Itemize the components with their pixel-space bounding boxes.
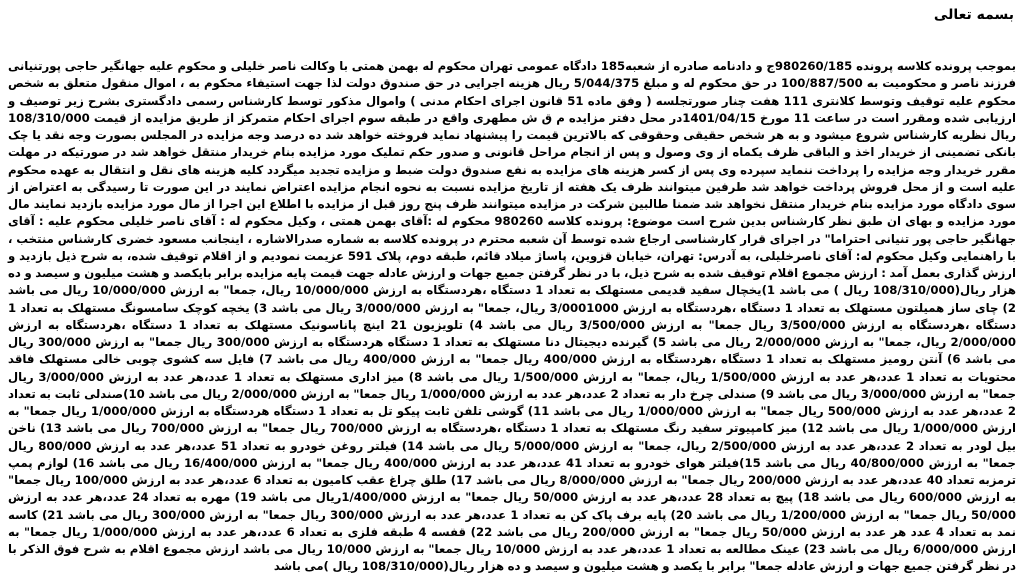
document-body-text: بموجب پرونده کلاسه پرونده 980260/185ج و دادنامه صادره از شعبه185 دادگاه عمومی تهران محکوم له بهمن همتی با وکالت ناصر خلیلی و محکوم علیه جهانگیر حاجی پورتنیانی فرزند ناصر و محکومیت به 100/887/500 در حق محکوم له و مبلغ 5/044/375 ریال هزینه اجرایی در حق صندوق دولت لذا جهت استیفاء محکوم به ، اموال منقول متعلق به شخص محکوم علیه توقیف وتوسط کلانتری 111 هفت چنار صورتجلسه ( وفق ماده 51 قانون اجرای احکام مدنی ) واموال مذکور توسط کارشناس رسمی دادگستری بشرح زیر توصیف و ارزیابی شده ومقرر است در ساعت 11 مورخ 1401/04/15در محل دفتر مزایده م ق ش مطهری واقع در طبقه سوم اجرای احکام متمرکز از طریق مزایده از قیمت 108/310/000 ریال نظریه کارشناس شروع میشود و به هر شخص حقیقی وحقوقی که بالاترین قیمت را پیشنهاد نماید فروخته خواهد شد ده درصد وجه مزایده در المجلس بصورت وجه نقد یا چک بانکی تضمینی از خریدار اخذ و الباقی ظرف یکماه از وی وصول و پس از انجام مراحل قانونی و صدور حکم تملیک مورد مزایده بنام خریدار منتقل خواهد شد در صورتیکه در مهلت مقرر خریدار وجه مزایده را پرداخت ننماید سپرده وی پس از کسر هزینه های مزایده به نفع صندوق دولت ضبط و مزایده تجدید میگردد کلیه هزینه های نقل و انتقال به عهده محکوم علیه است و از محل فروش پرداخت خواهد شد طرفین میتوانند ظرف یک هفته از تاریخ مزایده نسبت به نحوه انجام مزایده اعتراض نمایند در این صورت تا رسیدگی به اعتراض از سوی دادگاه مورد مزایده بنام خریدار منتقل نخواهد شد ضمنا طالبین شرکت در مزایده میتوانند ظرف پنج روز قبل از مزایده با اطلاع این اجرا از مال مورد مزایده بازدید نمایند مال مورد مزایده و بهای ان طبق نظر کارشناس بدین شرح است موضوع: پرونده کلاسه 980260 محکوم له :آقای بهمن همتی ، وکیل محکوم له : آقای ناصر خلیلی محکوم علیه : آقای جهانگیر حاجی پور تنیانی احتراما" در اجرای قرار کارشناسی ارجاع شده توسط آن شعبه محترم در پرونده کلاسه به شماره صدرالاشاره ، اینجانب مسعود خضری کارشناس منتخب ، با راهنمایی وکیل محکوم له: آقای ناصرخلیلی، به آدرس: تهران، خیابان قزوین، پاساژ میلاد قائم، طبقه دوم، پلاک 591 عزیمت نمودیم و از اقلام توقیف شده، به شرح ذیل بازدید و ارزش گذاری بعمل آمد : ارزش مجموع اقلام توقیف شده به شرح ذیل، با در نظر گرفتن جمیع جهات و ارزش عادله جهت قیمت پایه مزایده برابر بایکصد و هشت میلیون و سیصد و ده هزار ریال(108/310/000 ریال ) می باشد 1)یخچال سفید قدیمی مستهلک به تعداد 1 دستگاه ،هردستگاه به ارزش 10/000/000 ریال، جمعا" به ارزش 10/000/000 ریال می باشد 2) چای ساز همیلتون مستهلک به تعداد 1 دستگاه ،هردستگاه به ارزش 3/0001000 ریال، جمعا" به ارزش 3/000/000 ریال می باشد 3) یخچه کوچک سامسونگ مستهلک به تعداد 1 دستگاه ،هردستگاه به ارزش 3/500/000 ریال جمعا" به ارزش 3/500/000 ریال می باشد 4) تلویزیون 21 اینچ پاناسونیک مستهلک به تعداد 1 دستگاه ،هردستگاه به ارزش 2/000/000 ریال، جمعا" به ارزش 2/000/000 ریال می باشد 5) گیرنده دیجیتال دنا مستهلک به تعداد 1 دستگاه هردستگاه به ارزش 300/000 ریال جمعا" به ارزش 300/000 ریال می باشد 6) آنتن رومیز مستهلک به تعداد 1 دستگاه ،هردستگاه به ارزش 400/000 ریال جمعا" به ارزش 400/000 ریال می باشد 7) فایل سه کشوی چوبی خالی مستهلک فاقد محتویات به تعداد 1 عدد،هر عدد به ارزش 1/500/000 ریال، جمعا" به ارزش 1/500/000 ریال می باشد 8) میز اداری مستهلک به تعداد 1 عدد،هر عدد به ارزش 3/000/000 ریال جمعا" به ارزش 3/000/000 ریال می باشد 9) صندلی چرخ دار به تعداد 2 عدد،هر عدد به ارزش 1/000/000 ریال جمعا" به ارزش 2/000/000 ریال می باشد 10)صندلی ثابت به تعداد 2 عدد،هر عدد به ارزش 500/000 ریال جمعا" به ارزش 1/000/000 ریال می باشد 11) گوشی تلفن ثابت پیکو تل به تعداد 1 دستگاه هردستگاه به ارزش 1/000/000 ریال جمعا" به ارزش 1/000/000 ریال می باشد 12) میز کامپیوتر سفید رنگ مستهلک به تعداد 1 دستگاه ،هردستگاه به ارزش 700/000 ریال جمعا" به ارزش 700/000 ریال می باشد 13) ناخن بیل لودر به تعداد 2 عدد،هر عدد به ارزش 2/500/000 ریال، جمعا" به ارزش 5/000/000 ریال می باشد 14) فیلتر روغن خودرو به تعداد 51 عدد،هر عدد به ارزش 800/000 ریال جمعا" به ارزش 40/800/000 ریال می باشد 15)فیلتر هوای خودرو به تعداد 41 عدد،هر عدد به ارزش 400/000 ریال جمعا" به ارزش 16/400/000 ریال می باشد 16) لوازم پمپ ترمزبه تعداد 40 عدد،هر عدد به ارزش 200/000 ریال جمعا" به ارزش 8/000/000 ریال می باشد 17) طلق چراغ عقب کامیون به تعداد 6 عدد،هر عدد به ارزش 100/000 ریال جمعا" به ارزش 600/000 ریال می باشد 18) پیچ به تعداد 28 عدد،هر عدد به ارزش 50/000 ریال جمعا" به ارزش 1/400/000ریال می باشد 19) مهره به تعداد 24 عدد،هر عدد به ارزش 50/000 ریال جمعا" به ارزش 1/200/000 ریال می باشد 20) پایه برف پاک کن به تعداد 1 عدد،هر عدد به ارزش 300/000 ریال جمعا" به ارزش 300/000 ریال می باشد 21) کاسه نمد به تعداد 4 عدد هر عدد به ارزش 50/000 ریال جمعا" به ارزش 200/000 ریال می باشد 22) قفسه 4 طبقه فلزی به تعداد 6 عدد،هر عدد به ارزش 1/000/000 ریال جمعا" به ارزش 6/000/000 ریال می باشد 23) عینک مطالعه به تعداد 1 عدد،هر عدد به ارزش 10/000 ریال جمعا" به ارزش 10/000 ریال می باشد ارزش مجموع اقلام به شرح فوق الذکر با در نظر گرفتن جمیع جهات و ارزش عادله جمعا" برابر با یکصد و هشت میلیون و سیصد و ده هزار ریال(108/310/000 ریال )می باشد bbox=[8, 59, 1016, 574]
document-heading: بسمه تعالی bbox=[933, 7, 1014, 23]
